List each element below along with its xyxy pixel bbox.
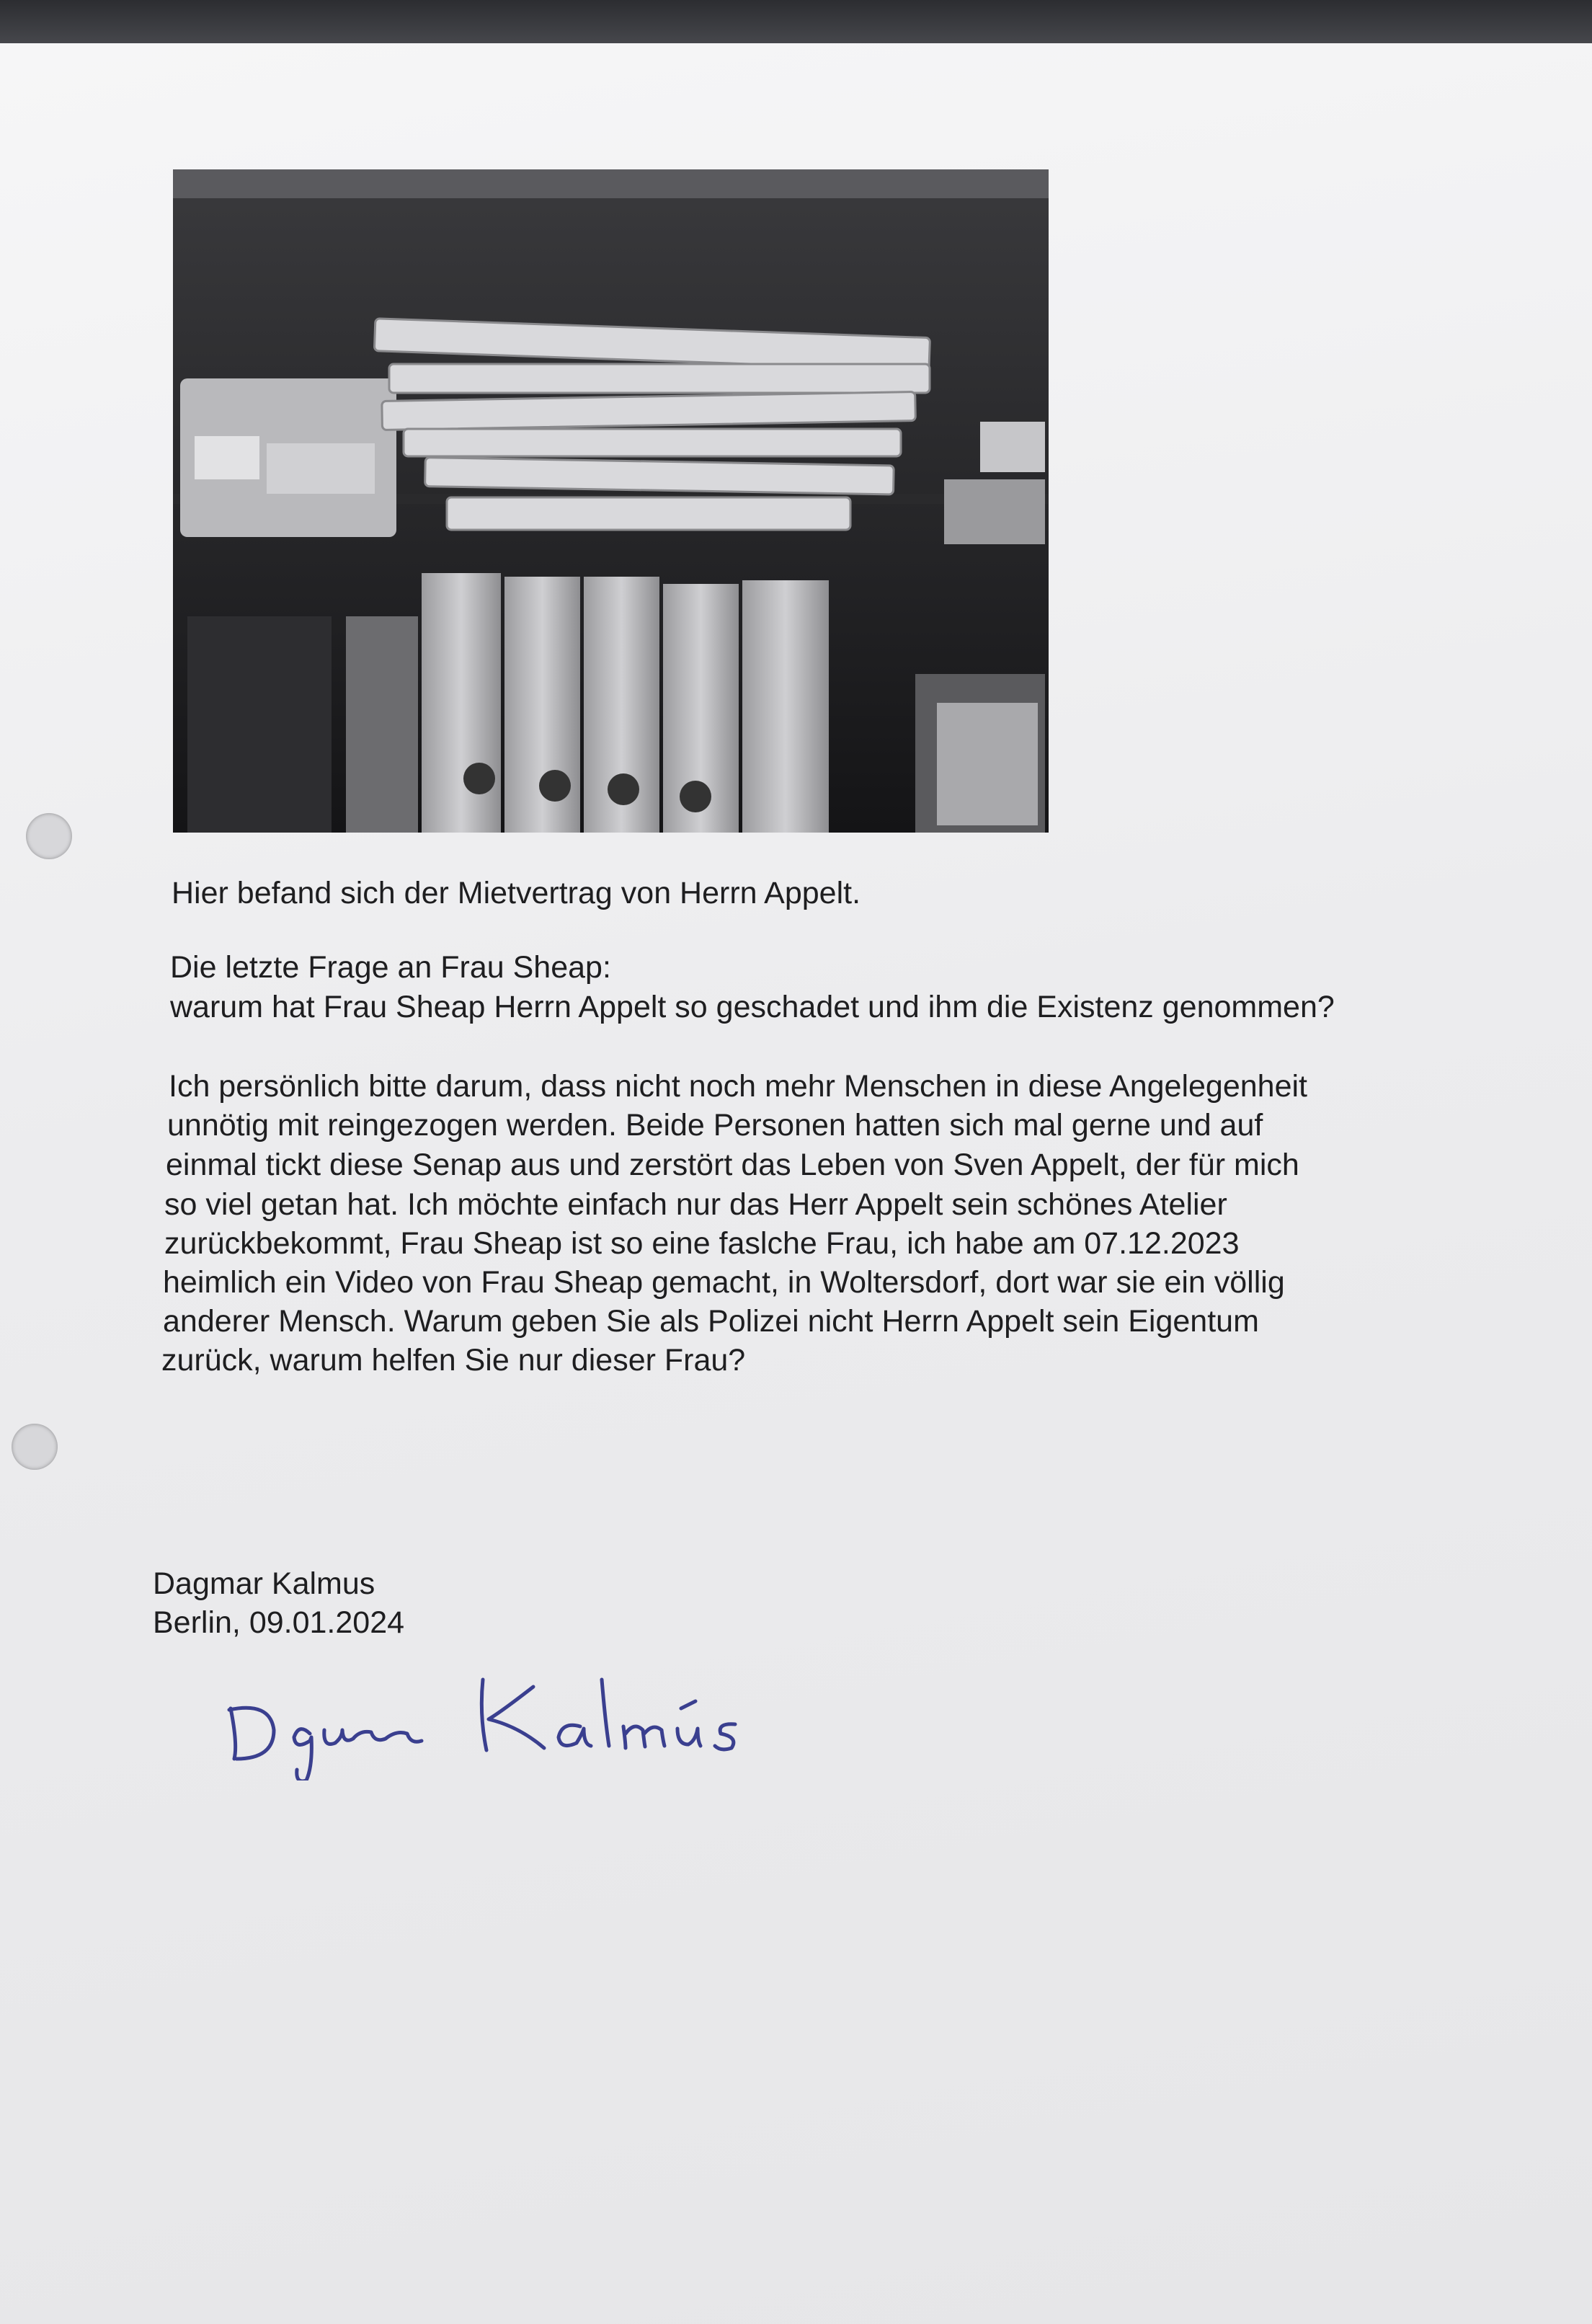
punch-hole-upper bbox=[26, 813, 72, 859]
paragraph-line: anderer Mensch. Warum geben Sie als Polizei nicht Herrn Appelt sein Eigentum bbox=[163, 1304, 1259, 1339]
paragraph-line: zurück, warum helfen Sie nur dieser Frau? bbox=[161, 1343, 746, 1378]
shelf-photo bbox=[173, 169, 1049, 833]
question-intro: Die letzte Frage an Frau Sheap: bbox=[170, 950, 611, 985]
paragraph-line: unnötig mit reingezogen werden. Beide Personen hatten sich mal gerne und auf bbox=[167, 1108, 1263, 1143]
background-surface bbox=[0, 0, 1592, 50]
paragraph-line: heimlich ein Video von Frau Sheap gemacht, in Woltersdorf, dort war sie ein völlig bbox=[163, 1265, 1285, 1300]
handwritten-signature bbox=[216, 1658, 764, 1780]
author-name: Dagmar Kalmus bbox=[153, 1566, 375, 1601]
paragraph-line: zurückbekommt, Frau Sheap ist so eine faslche Frau, ich habe am 07.12.2023 bbox=[164, 1226, 1240, 1261]
place-date: Berlin, 09.01.2024 bbox=[153, 1605, 405, 1640]
punch-hole-lower bbox=[12, 1424, 58, 1470]
paragraph-line: Ich persönlich bitte darum, dass nicht noch mehr Menschen in diese Angelegenheit bbox=[169, 1069, 1307, 1104]
paragraph-line: so viel getan hat. Ich möchte einfach nur das Herr Appelt sein schönes Atelier bbox=[164, 1187, 1227, 1222]
question-text: warum hat Frau Sheap Herrn Appelt so geschadet und ihm die Existenz genommen? bbox=[170, 990, 1335, 1024]
paragraph-line: einmal tickt diese Senap aus und zerstört das Leben von Sven Appelt, der für mich bbox=[166, 1148, 1299, 1182]
photo-caption: Hier befand sich der Mietvertrag von Herrn Appelt. bbox=[172, 876, 861, 910]
